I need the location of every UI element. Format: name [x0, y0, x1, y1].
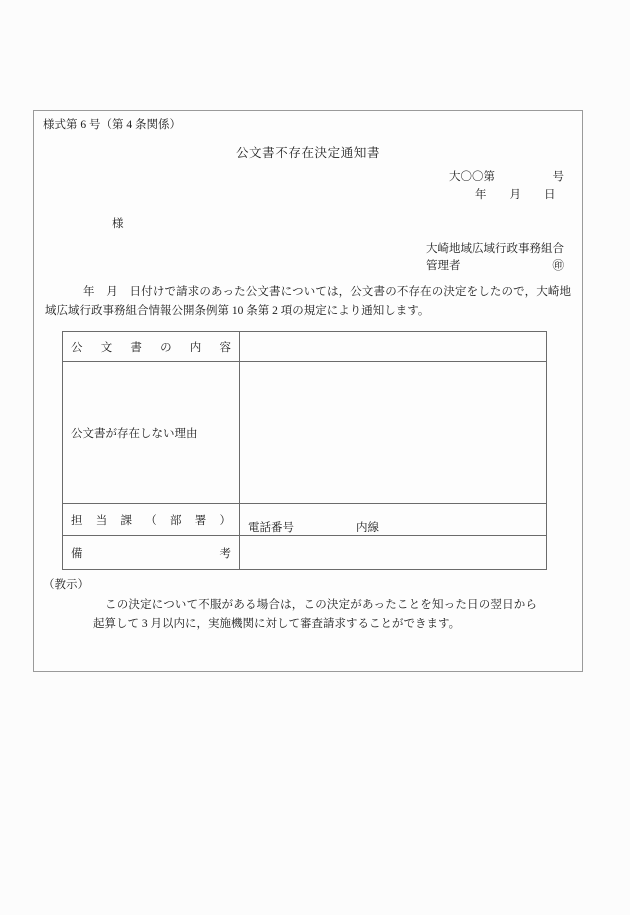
body-paragraph: 年 月 日付けで請求のあった公文書については，公文書の不存在の決定をしたので，大崎地域広域行政事務組合情報公開条例第 10 条第 2 項の規定により通知します。	[45, 286, 571, 317]
table-row	[63, 362, 547, 504]
form-inner-area	[34, 111, 582, 671]
row-label-reason: 公文書が存在しない理由	[63, 362, 240, 504]
guidance-line-2: 3 月以内に，実施機関に対して審査請求することができます。	[141, 617, 461, 630]
seal-icon: ㊞	[552, 260, 564, 273]
guidance-line-1: この決定について不服がある場合は，この決定があったことを知った日の翌日から起算して	[93, 599, 537, 630]
label-char: 公	[71, 341, 83, 354]
label-char: 書	[130, 341, 142, 354]
label-char: ）	[219, 514, 231, 527]
extension-label: 内線	[356, 521, 379, 534]
issuer-role: 管理者	[426, 260, 461, 273]
row-label-department	[63, 504, 240, 536]
addressee-suffix: 様	[112, 218, 124, 230]
row-label-spread	[71, 339, 231, 355]
label-char: 署	[194, 514, 207, 527]
row-value-reason[interactable]	[240, 362, 547, 504]
guidance-body	[93, 596, 537, 633]
document-title: 公文書不存在決定通知書	[235, 146, 381, 160]
document-number-line: 大〇〇第 号	[449, 171, 564, 183]
row-label-remarks	[63, 536, 240, 570]
label-char: 課	[120, 514, 132, 527]
row-label-spread	[71, 545, 231, 561]
phone-row	[248, 505, 538, 535]
label-char: 容	[219, 341, 231, 354]
label-char: 担	[71, 514, 83, 527]
guidance-section	[43, 577, 537, 634]
label-char: 部	[170, 514, 182, 527]
phone-number-label: 電話番号	[248, 521, 294, 534]
row-label-document-content	[63, 332, 240, 362]
label-char: （	[145, 514, 157, 527]
form-outer-border	[33, 110, 583, 672]
row-value-document-content[interactable]	[240, 332, 547, 362]
table-row	[63, 332, 547, 362]
label-char: 考	[219, 547, 231, 560]
form-number-label: 様式第 6 号（第 4 条関係）	[43, 119, 181, 131]
table-row	[63, 504, 547, 536]
label-char: 文	[100, 341, 113, 354]
issuer-organization: 大崎地域広域行政事務組合	[426, 243, 564, 255]
label-char: 備	[71, 547, 83, 560]
issuer-role-line	[426, 258, 564, 275]
label-char: の	[160, 341, 172, 354]
guidance-heading: （教示）	[43, 579, 89, 591]
form-table	[62, 331, 547, 570]
row-label-spread	[71, 512, 231, 528]
label-char: 内	[189, 341, 202, 354]
table-row	[63, 536, 547, 570]
issuer-block	[426, 241, 564, 276]
row-value-remarks[interactable]	[240, 536, 547, 570]
label-char: 当	[95, 514, 108, 527]
document-date-line: 年 月 日	[475, 188, 556, 201]
document-number-block	[449, 169, 564, 205]
row-value-department[interactable]	[240, 504, 547, 536]
